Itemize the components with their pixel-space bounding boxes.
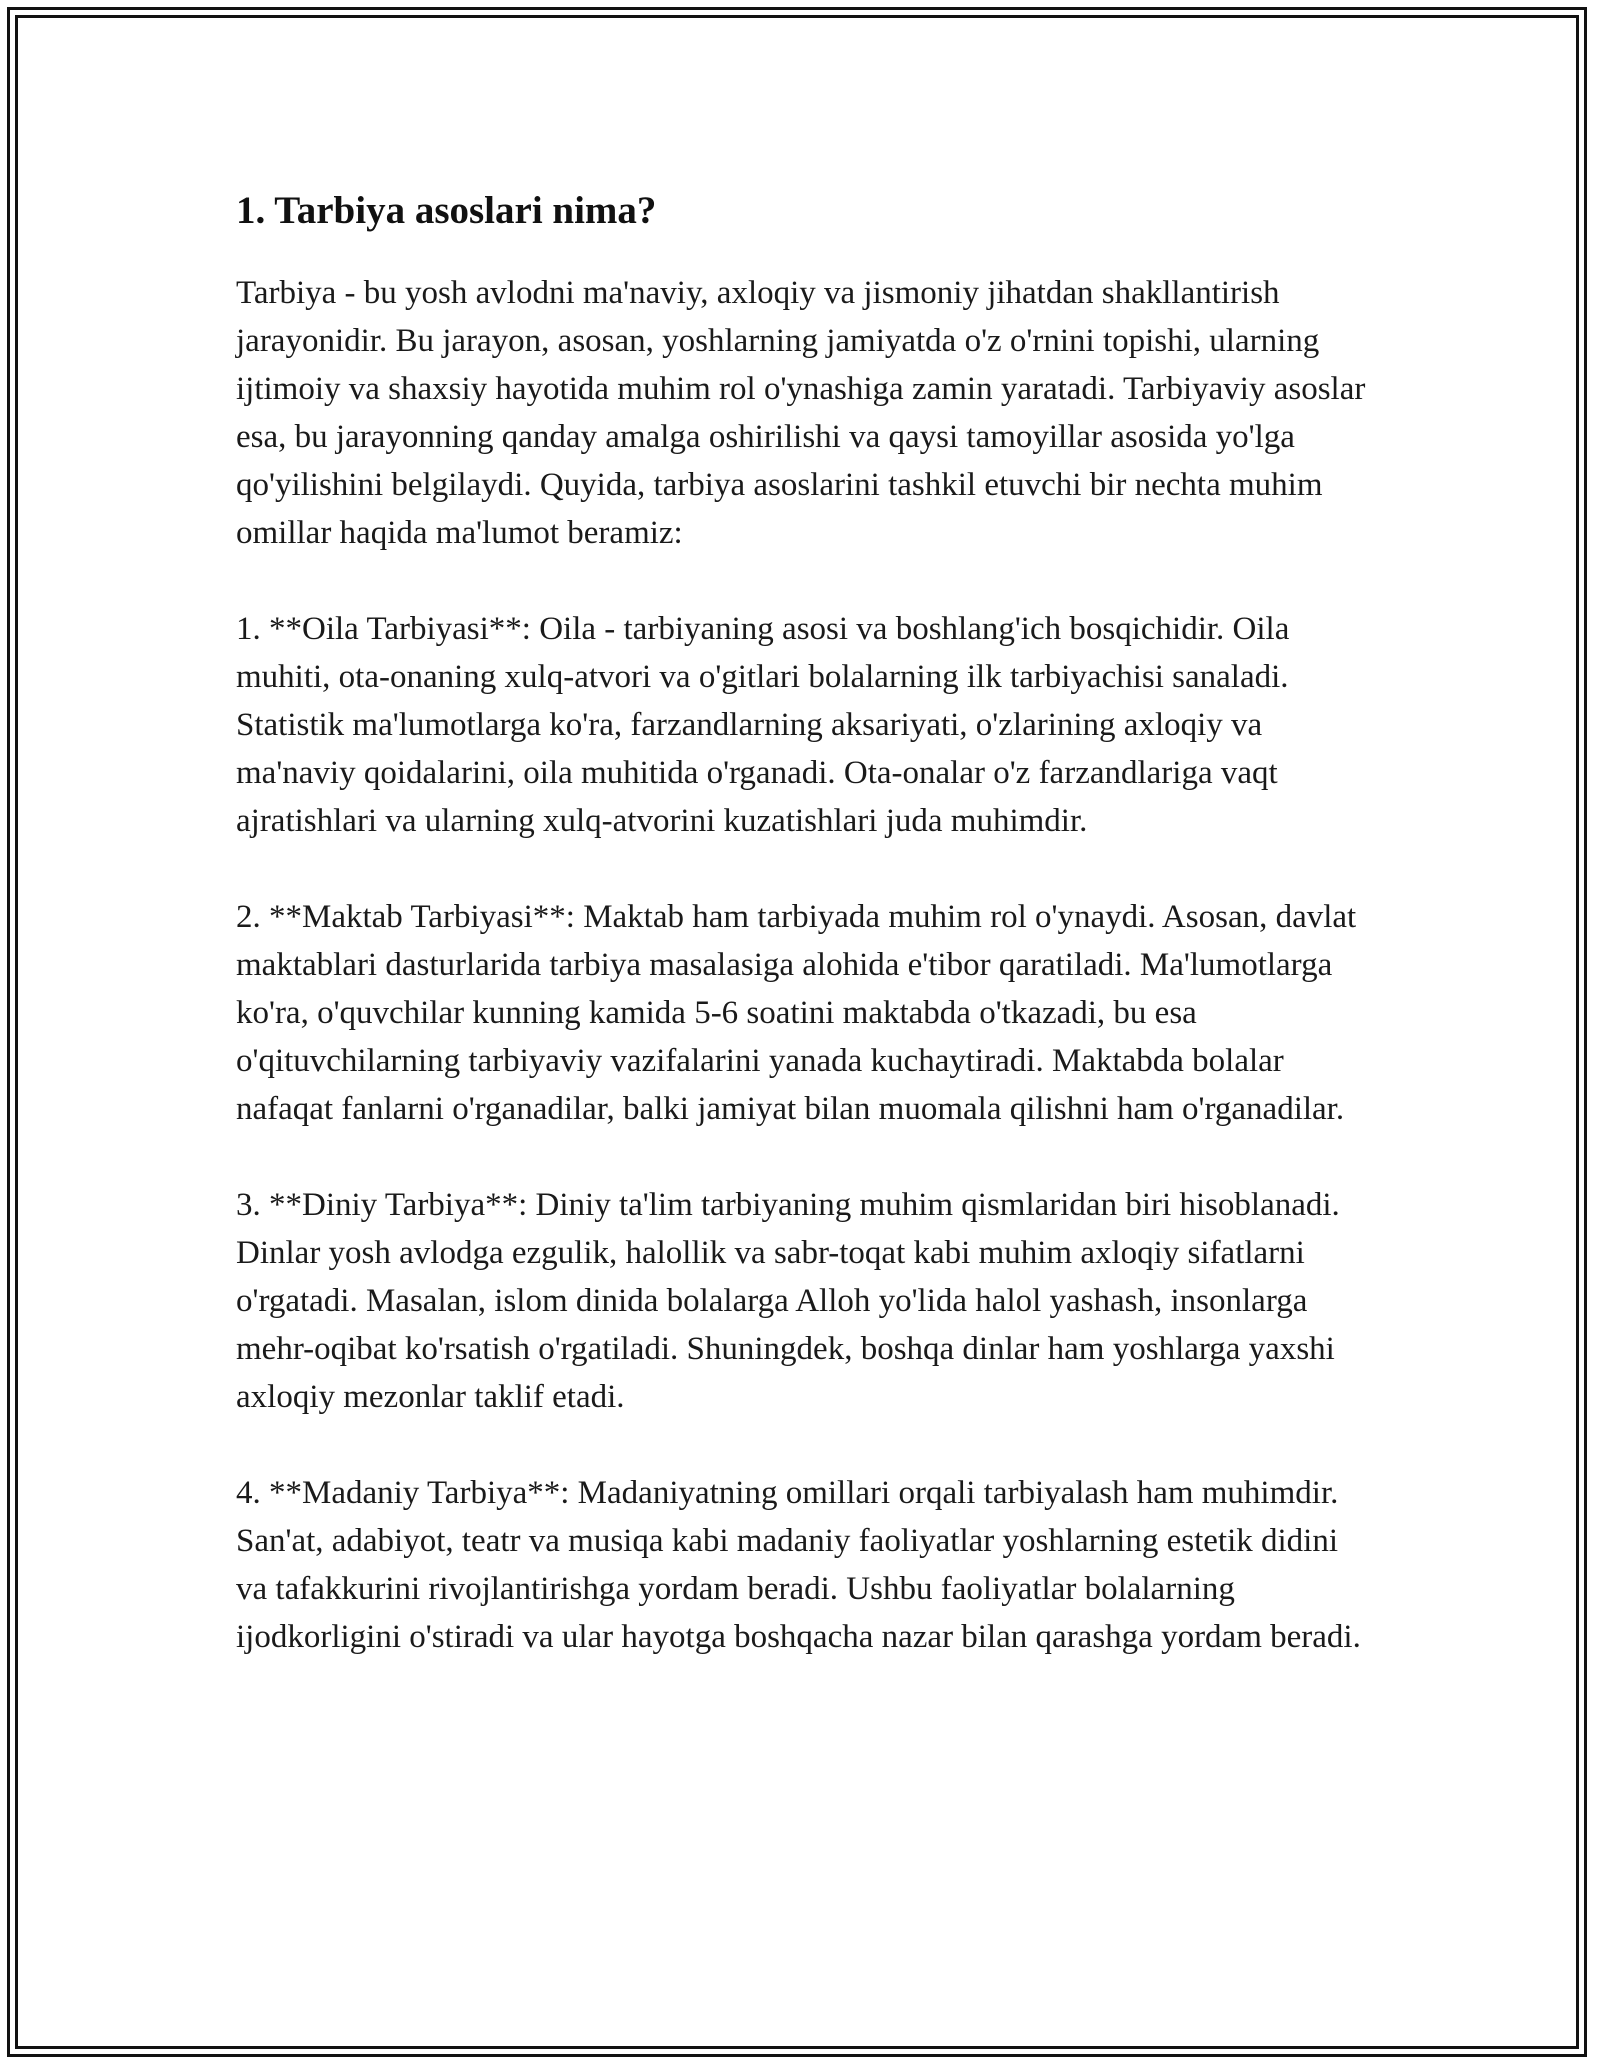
- section-heading: 1. Tarbiya asoslari nima?: [236, 189, 657, 232]
- school-education-paragraph: 2. **Maktab Tarbiyasi**: Maktab ham tarbiyada muhim rol o'ynaydi. Asosan, davlat maktablari dasturlarida tarbiya masalasiga alohida e'tibor qaratiladi. Ma'lumotlarga ko'ra, o'quvchilar kunning kamida 5-6 soatini maktabda o'tkazadi, bu esa o'qituvchilarning tarbiyaviy vazifalarini yanada kuchaytiradi. Maktabda bolalar nafaqat fanlarni o'rganadilar, balki jamiyat bilan muomala qilishni ham o'rganadilar.: [236, 898, 1357, 1127]
- intro-paragraph: Tarbiya - bu yosh avlodni ma'naviy, axloqiy va jismoniy jihatdan shakllantirish jarayonidir. Bu jarayon, asosan, yoshlarning jamiyatda o'z o'rnini topishi, ularning ijtimoiy va shaxsiy hayotida muhim rol o'ynashiga zamin yaratadi. Tarbiyaviy asoslar esa, bu jarayonning qanday amalga oshirilishi va qaysi tamoyillar asosida yo'lga qo'yilishini belgilaydi. Quyida, tarbiya asoslarini tashkil etuvchi bir nechta muhim omillar haqida ma'lumot beramiz:: [236, 274, 1366, 551]
- religious-education-paragraph: 3. **Diniy Tarbiya**: Diniy ta'lim tarbiyaning muhim qismlaridan biri hisoblanadi. Dinlar yosh avlodga ezgulik, halollik va sabr-toqat kabi muhim axloqiy sifatlarni o'rgatadi. Masalan, islom dinida bolalarga Alloh yo'lida halol yashash, insonlarga mehr-oqibat ko'rsatish o'rgatiladi. Shuningdek, boshqa dinlar ham yoshlarga yaxshi axloqiy mezonlar taklif etadi.: [236, 1186, 1340, 1415]
- document-body: [236, 188, 1366, 1661]
- family-education-paragraph: 1. **Oila Tarbiyasi**: Oila - tarbiyaning asosi va boshlang'ich bosqichidir. Oila muhiti, ota-onaning xulq-atvori va o'gitlari bolalarning ilk tarbiyachisi sanaladi. Statistik ma'lumotlarga ko'ra, farzandlarning aksariyati, o'zlarining axloqiy va ma'naviy qoidalarini, oila muhitida o'rganadi. Ota-onalar o'z farzandlariga vaqt ajratishlari va ularning xulq-atvorini kuzatishlari juda muhimdir.: [236, 610, 1290, 839]
- cultural-education-paragraph: 4. **Madaniy Tarbiya**: Madaniyatning omillari orqali tarbiyalash ham muhimdir. San'at, adabiyot, teatr va musiqa kabi madaniy faoliyatlar yoshlarning estetik didini va tafakkurini rivojlantirishga yordam beradi. Ushbu faoliyatlar bolalarning ijodkorligini o'stiradi va ular hayotga boshqacha nazar bilan qarashga yordam beradi.: [236, 1474, 1361, 1655]
